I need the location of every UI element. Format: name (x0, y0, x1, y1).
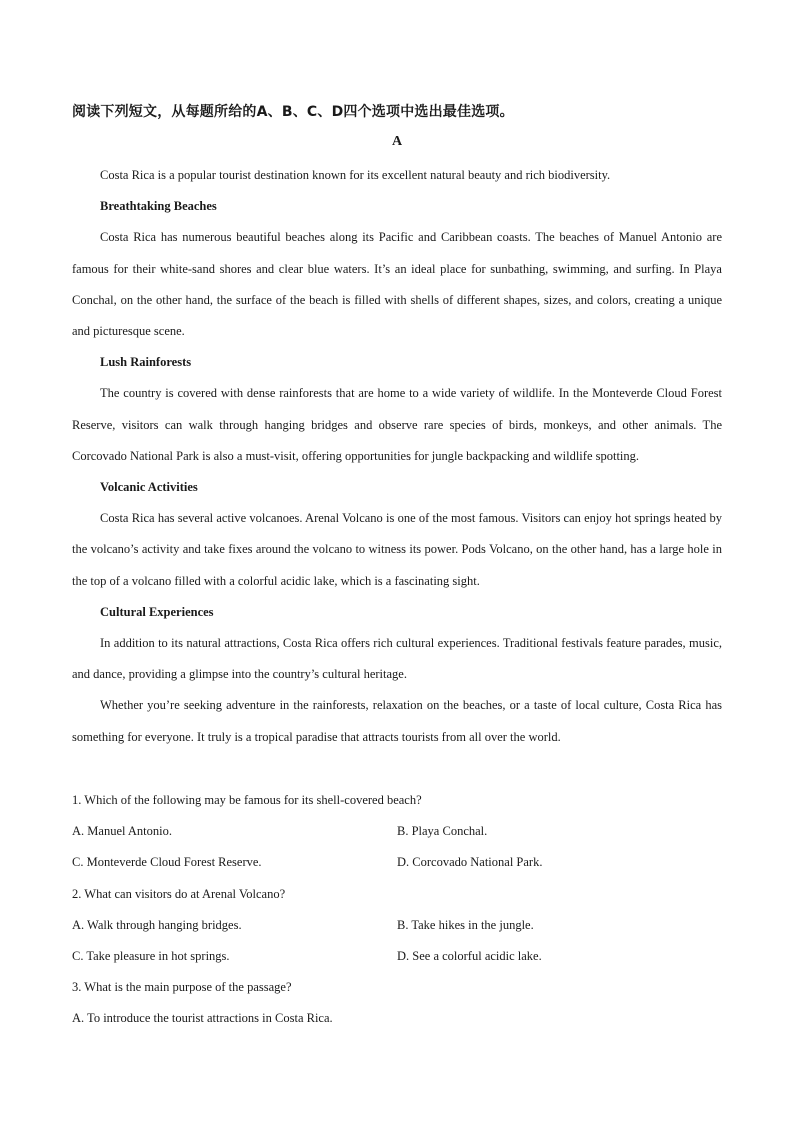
section-text-culture: In addition to its natural attractions, Costa Rica offers rich cultural experiences. Traditional festivals feature parades, music, and dance, providing a glimpse into the country’s cultural heritage. (72, 636, 722, 682)
question-stem-3: 3. What is the main purpose of the passage? (72, 980, 292, 995)
section-letter: A (391, 134, 403, 149)
reading-passage (72, 160, 722, 753)
option-2d[interactable]: D. See a colorful acidic lake. (397, 949, 542, 964)
question-list (72, 785, 722, 1035)
exam-instruction: 阅读下列短文，从每题所给的A、B、C、D四个选项中选出最佳选项。 (72, 104, 514, 120)
section-heading-volcanoes: Volcanic Activities (100, 480, 198, 495)
option-3a[interactable]: A. To introduce the tourist attractions in Costa Rica. (72, 1011, 333, 1026)
option-1d[interactable]: D. Corcovado National Park. (397, 855, 543, 870)
option-row (72, 816, 722, 847)
option-2b[interactable]: B. Take hikes in the jungle. (397, 917, 534, 932)
question-stem-2: 2. What can visitors do at Arenal Volcano? (72, 886, 286, 901)
option-1a[interactable]: A. Manuel Antonio. (72, 824, 172, 839)
option-row (72, 941, 722, 972)
section-text-rainforests: The country is covered with dense rainforests that are home to a wide variety of wildlife. In the Monteverde Cloud Forest Reserve, visitors can walk through hanging bridges and observe rare species of birds, monkeys, and other animals. The Corcovado National Park is also a must-visit, offering opportunities for jungle backpacking and wildlife spotting. (72, 386, 722, 463)
section-heading-beaches: Breathtaking Beaches (100, 199, 217, 214)
section-text-beaches: Costa Rica has numerous beautiful beaches along its Pacific and Caribbean coasts. The beaches of Manuel Antonio are famous for their white-sand shores and clear blue waters. It’s an ideal place for sunbathing, swimming, and surfing. In Playa Conchal, on the other hand, the surface of the beach is filled with shells of different shapes, sizes, and colors, creating a unique and picturesque scene. (72, 230, 722, 339)
option-row (72, 847, 722, 878)
passage-conclusion: Whether you’re seeking adventure in the rainforests, relaxation on the beaches, or a taste of local culture, Costa Rica has something for everyone. It truly is a tropical paradise that attracts tourists from all over the world. (72, 698, 722, 744)
option-1b[interactable]: B. Playa Conchal. (397, 824, 488, 839)
section-text-volcanoes: Costa Rica has several active volcanoes. Arenal Volcano is one of the most famous. Visitors can enjoy hot springs heated by the volcano’s activity and take fixes around the volcano to witness its power. Pods Volcano, on the other hand, has a large hole in the top of a volcano filled with a colorful acidic lake, which is a fascinating sight. (72, 511, 722, 588)
option-1c[interactable]: C. Monteverde Cloud Forest Reserve. (72, 855, 262, 870)
option-2c[interactable]: C. Take pleasure in hot springs. (72, 949, 230, 964)
section-heading-rainforests: Lush Rainforests (100, 355, 192, 370)
passage-intro: Costa Rica is a popular tourist destination known for its excellent natural beauty and rich biodiversity. (100, 168, 611, 182)
question-stem-1: 1. Which of the following may be famous for its shell-covered beach? (72, 793, 422, 807)
option-2a[interactable]: A. Walk through hanging bridges. (72, 917, 242, 932)
section-heading-culture: Cultural Experiences (100, 604, 214, 619)
option-row (72, 910, 722, 941)
